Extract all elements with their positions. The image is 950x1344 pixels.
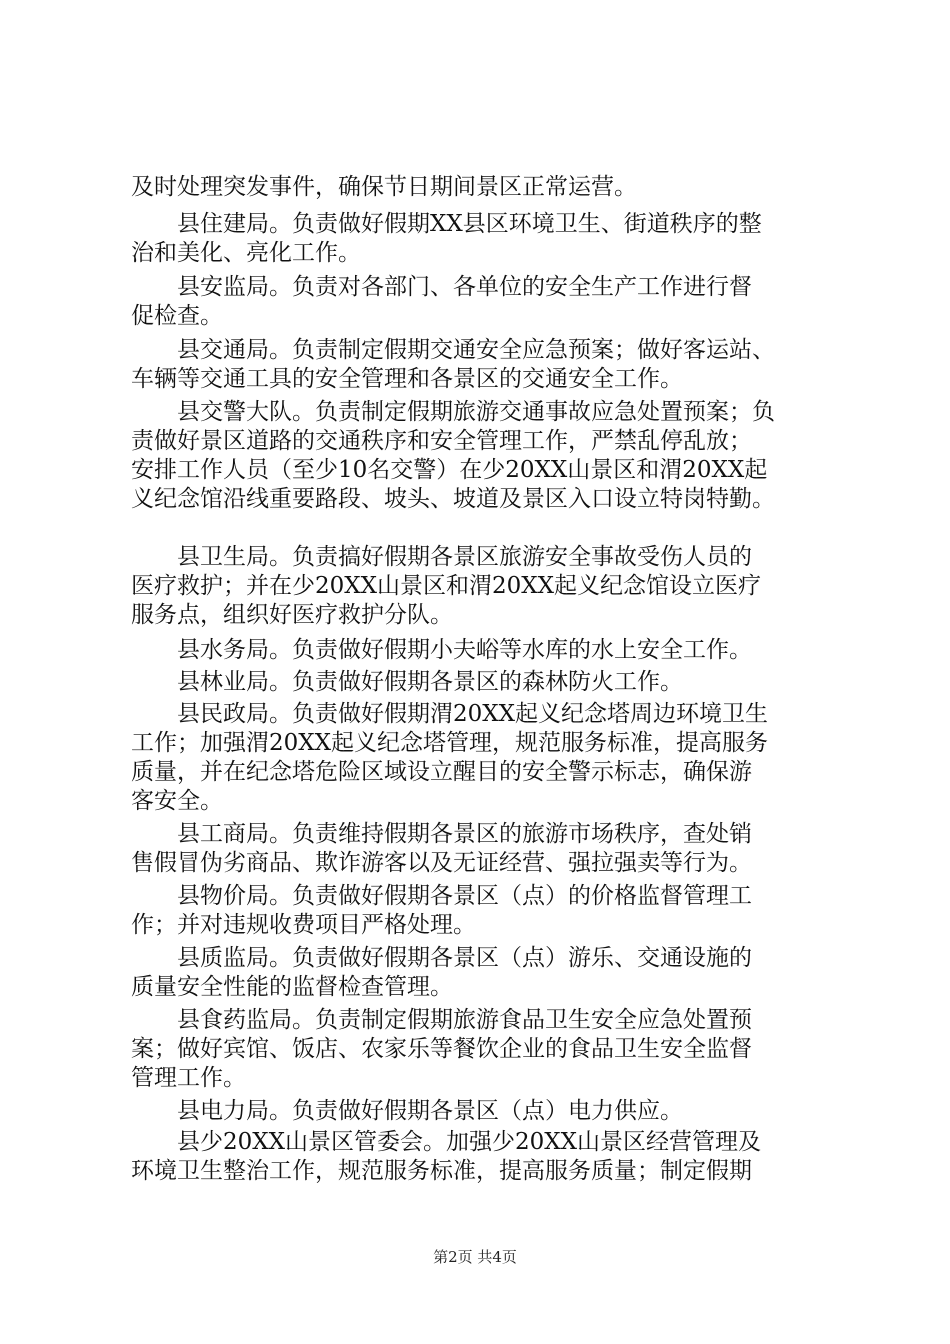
text-line: 促检查。: [131, 303, 223, 329]
text-line: 县少20XX山景区管委会。加强少20XX山景区经营管理及: [131, 1129, 762, 1155]
text-line: 工作；加强渭20XX起义纪念塔管理，规范服务标准，提高服务: [131, 730, 769, 756]
text-line: 责做好景区道路的交通秩序和安全管理工作，严禁乱停乱放；: [131, 428, 752, 454]
text-line: 案；做好宾馆、饭店、农家乐等餐饮企业的食品卫生安全监督: [131, 1036, 752, 1062]
text-line: 县交警大队。负责制定假期旅游交通事故应急处置预案；负: [131, 399, 775, 425]
text-line: 售假冒伪劣商品、欺诈游客以及无证经营、强拉强卖等行为。: [131, 850, 752, 876]
text-line: 医疗救护；并在少20XX山景区和渭20XX起义纪念馆设立医疗: [131, 573, 762, 599]
text-line: 县交通局。负责制定假期交通安全应急预案；做好客运站、: [131, 337, 775, 363]
text-line: 质量，并在纪念塔危险区域设立醒目的安全警示标志，确保游: [131, 759, 752, 785]
text-line: 管理工作。: [131, 1065, 246, 1091]
text-line: 作；并对违规收费项目严格处理。: [131, 912, 476, 938]
text-line: 县林业局。负责做好假期各景区的森林防火工作。: [131, 669, 683, 695]
text-line: 县住建局。负责做好假期XX县区环境卫生、街道秩序的整: [131, 211, 762, 237]
text-line: 县食药监局。负责制定假期旅游食品卫生安全应急处置预: [131, 1007, 752, 1033]
text-line: 车辆等交通工具的安全管理和各景区的交通安全工作。: [131, 366, 683, 392]
page-footer: 第2页 共4页: [433, 1248, 517, 1266]
text-line: 县工商局。负责维持假期各景区的旅游市场秩序，查处销: [131, 821, 752, 847]
text-line: 服务点，组织好医疗救护分队。: [131, 602, 453, 628]
text-line: 县卫生局。负责搞好假期各景区旅游安全事故受伤人员的: [131, 544, 752, 570]
text-line: 县安监局。负责对各部门、各单位的安全生产工作进行督: [131, 274, 752, 300]
text-line: 客安全。: [131, 788, 223, 814]
text-line: 及时处理突发事件，确保节日期间景区正常运营。: [131, 174, 637, 200]
text-line: 安排工作人员（至少10名交警）在少20XX山景区和渭20XX起: [131, 457, 768, 483]
text-line: 县水务局。负责做好假期小夫峪等水库的水上安全工作。: [131, 637, 752, 663]
text-line: 质量安全性能的监督检查管理。: [131, 974, 453, 1000]
text-line: 治和美化、亮化工作。: [131, 240, 361, 266]
text-line: 县民政局。负责做好假期渭20XX起义纪念塔周边环境卫生: [131, 701, 769, 727]
text-line: 义纪念馆沿线重要路段、坡头、坡道及景区入口设立特岗特勤。: [131, 486, 775, 512]
text-line: 县电力局。负责做好假期各景区（点）电力供应。: [131, 1098, 683, 1124]
text-line: 县质监局。负责做好假期各景区（点）游乐、交通设施的: [131, 945, 752, 971]
text-line: 县物价局。负责做好假期各景区（点）的价格监督管理工: [131, 883, 752, 909]
text-line: 环境卫生整治工作，规范服务标准，提高服务质量；制定假期: [131, 1158, 752, 1184]
